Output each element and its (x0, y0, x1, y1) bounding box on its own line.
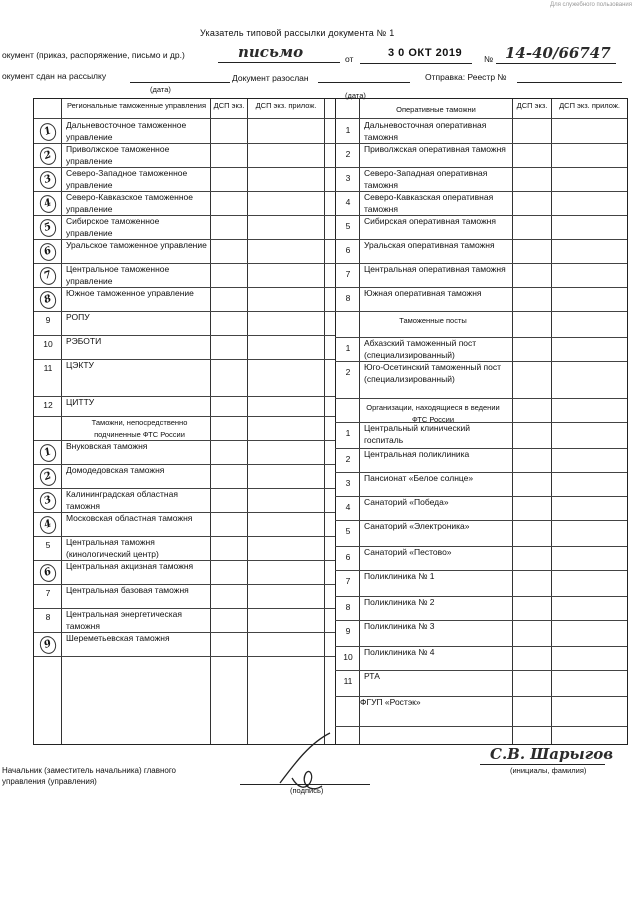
right-row-number: 8 (345, 293, 351, 303)
right-row-number: 3 (345, 173, 351, 183)
right-row-text: Приволжская оперативная таможня (364, 144, 506, 154)
right-header-dsp-attach: ДСП экз. прилож. (559, 101, 620, 110)
left-row-text: Приволжское таможенное управление (66, 144, 170, 166)
left-row-text: ЦЭКТУ (66, 360, 94, 370)
left-header-title: Региональные таможенные управления (66, 101, 207, 110)
left-row-text: Центральная акцизная таможня (66, 561, 194, 571)
right-row-text: Южная оперативная таможня (364, 288, 482, 298)
right-row-number: 7 (345, 269, 351, 279)
right-row-text: Пансионат «Белое солнце» (364, 473, 474, 483)
left-row-circled-mark: 2 (37, 466, 58, 488)
right-row-number: 1 (345, 125, 351, 135)
right-row-number: 6 (345, 245, 351, 255)
right-row-text: Санаторий «Электроника» (364, 521, 470, 531)
distribution-table (33, 98, 628, 745)
left-row-text: Северо-Западное таможенное управление (66, 168, 188, 190)
left-row-text: Шереметьевская таможня (66, 633, 170, 643)
footer-position: Начальник (заместитель начальника) главного управления (управления) (2, 766, 177, 786)
left-row-text: Уральское таможенное управление (66, 240, 207, 250)
top-note: Для служебного пользования (550, 2, 632, 8)
left-row-number: 12 (43, 400, 53, 410)
left-row-text: Центральная энергетическая таможня (66, 609, 182, 631)
left-header-dsp: ДСП экз. (213, 101, 245, 110)
right-row-number: 5 (345, 221, 351, 231)
left-row-circled-mark: 9 (37, 634, 58, 656)
doc-number-label: № (484, 54, 494, 64)
left-row-text: Южное таможенное управление (66, 288, 194, 298)
right-row-text: Поликлиника № 3 (364, 621, 435, 631)
signature-label: (подпись) (290, 786, 324, 795)
left-row-circled-mark: 5 (37, 217, 58, 239)
right-row-text: Абхазский таможенный пост (специализированный) (364, 338, 477, 360)
right-row-number: 4 (345, 197, 351, 207)
left-row-number: 7 (45, 588, 51, 598)
send-label: окумент сдан на рассылку (2, 71, 107, 81)
left-row-text: Калининградская областная таможня (66, 489, 178, 511)
right-row-text: Дальневосточная оперативная таможня (364, 120, 487, 142)
right-row-text: Уральская оперативная таможня (364, 240, 495, 250)
right-row-text: Санаторий «Пестово» (364, 547, 452, 557)
name-label: (инициалы, фамилия) (510, 766, 587, 775)
right-row-number: 6 (345, 552, 351, 562)
left-row-text: Северо-Кавказское таможенное управление (66, 192, 193, 214)
left-row-text: ЦИТТУ (66, 397, 95, 407)
doc-number: 14-40/66747 (505, 44, 611, 62)
right-row-text: ФГУП «Ростэк» (360, 697, 421, 707)
right-row-text: Северо-Западная оперативная таможня (364, 168, 488, 190)
dispatch-label: Отправка: Реестр № (425, 72, 507, 82)
left-row-text: Внуковская таможня (66, 441, 148, 451)
date-label-1: (дата) (150, 85, 171, 94)
right-row-number: 5 (345, 526, 351, 536)
left-row-text: Московская областная таможня (66, 513, 193, 523)
right-row-text: Центральная поликлиника (364, 449, 470, 459)
right-row-text: Центральная оперативная таможня (364, 264, 506, 274)
left-row-number: 5 (45, 540, 51, 550)
right-row-text: Юго-Осетинский таможенный пост (специализированный) (364, 362, 502, 384)
left-row-number: 10 (43, 339, 53, 349)
sent-label: Документ разослан (232, 73, 309, 83)
right-header-title: Оперативные таможни (396, 105, 476, 114)
date-label-2: (дата) (345, 91, 366, 100)
left-row-text: Домодедовская таможня (66, 465, 165, 475)
left-row-circled-mark: 4 (37, 514, 58, 536)
left-row-circled-mark: 1 (37, 442, 58, 464)
right-header-dsp: ДСП экз. (516, 101, 548, 110)
right-row-number: 7 (345, 576, 351, 586)
left-row-circled-mark: 7 (37, 265, 58, 287)
left-row-circled-mark: 6 (37, 241, 58, 263)
left-row-text: Таможни, непосредственно подчиненные ФТС России (91, 418, 188, 439)
right-row-number: 11 (343, 676, 353, 686)
right-row-number: 10 (343, 652, 353, 662)
left-row-text: Центральная базовая таможня (66, 585, 189, 595)
doc-type-value: письмо (238, 43, 304, 61)
right-row-number: 9 (345, 626, 351, 636)
right-row-number: 1 (345, 343, 351, 353)
right-row-number: 2 (345, 149, 351, 159)
right-row-text: Санаторий «Победа» (364, 497, 449, 507)
left-row-circled-mark: 3 (37, 169, 58, 191)
left-row-text: РЭБОТИ (66, 336, 102, 346)
right-row-number: 4 (345, 502, 351, 512)
left-row-text: Сибирское таможенное управление (66, 216, 160, 238)
doc-date: 3 0 ОКТ 2019 (388, 47, 463, 59)
right-row-number: 8 (345, 602, 351, 612)
right-row-text: Организации, находящиеся в ведении ФТС России (366, 403, 500, 424)
left-row-circled-mark: 6 (37, 562, 58, 584)
left-row-number: 9 (45, 315, 51, 325)
left-row-circled-mark: 8 (37, 289, 58, 311)
left-row-text: Дальневосточное таможенное управление (66, 120, 187, 142)
right-row-text: Северо-Кавказская оперативная таможня (364, 192, 494, 214)
right-row-number: 3 (345, 478, 351, 488)
right-row-number: 2 (345, 367, 351, 377)
doc-from-label: от (345, 54, 354, 64)
right-row-number: 2 (345, 454, 351, 464)
left-row-text: Центральное таможенное управление (66, 264, 170, 286)
right-row-text: РТА (364, 671, 380, 681)
left-row-circled-mark: 4 (37, 193, 58, 215)
page-title: Указатель типовой рассылки документа № 1 (200, 28, 395, 38)
left-row-text: РОПУ (66, 312, 90, 322)
signature-scribble (270, 728, 350, 798)
right-row-text: Таможенные посты (399, 316, 467, 325)
left-row-number: 8 (45, 612, 51, 622)
left-row-number: 11 (43, 363, 53, 373)
left-header-dsp-attach: ДСП экз. прилож. (255, 101, 317, 110)
right-row-text: Поликлиника № 4 (364, 647, 435, 657)
left-row-circled-mark: 1 (37, 121, 58, 143)
right-row-text: Поликлиника № 1 (364, 571, 435, 581)
right-row-text: Центральный клинический госпиталь (364, 423, 470, 445)
right-row-text: Поликлиника № 2 (364, 597, 435, 607)
footer-name: С.В. Шарыгов (490, 745, 614, 763)
doc-type-label: окумент (приказ, распоряжение, письмо и др.) (2, 50, 185, 60)
left-row-circled-mark: 3 (37, 490, 58, 512)
right-row-text: Сибирская оперативная таможня (364, 216, 496, 226)
left-row-circled-mark: 2 (37, 145, 58, 167)
right-row-number: 1 (345, 428, 351, 438)
left-row-text: Центральная таможня (кинологический центр) (66, 537, 159, 559)
